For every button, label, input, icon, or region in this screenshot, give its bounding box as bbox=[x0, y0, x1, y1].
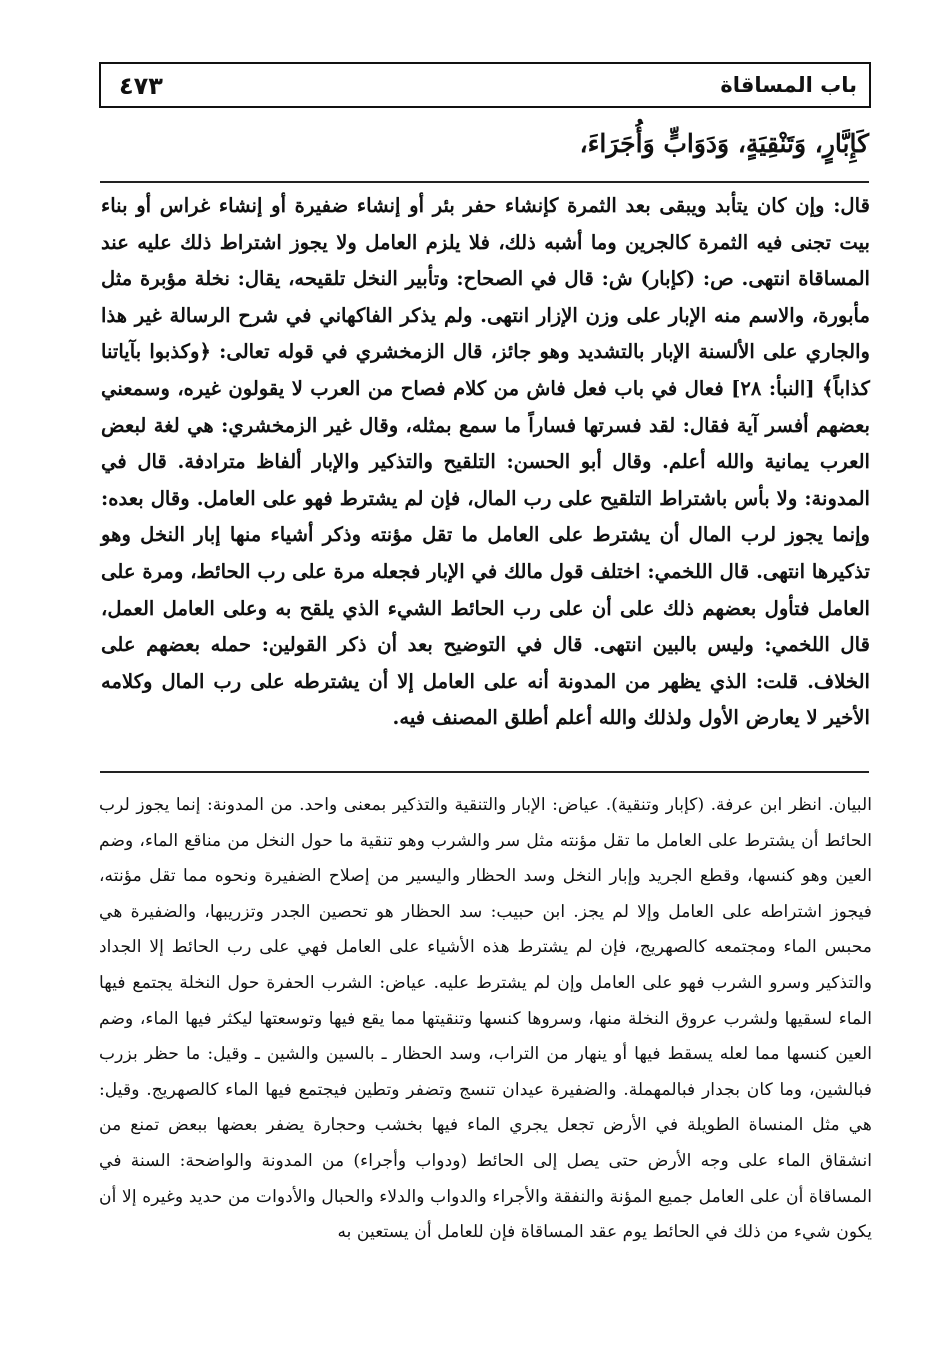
top-divider bbox=[100, 181, 869, 183]
main-commentary bbox=[101, 188, 870, 737]
matn-headline: كَإِبَّارٍ، وَتَنْقِيَةٍ، وَدَوَابٍّ وَأُجَرَاءَ، bbox=[579, 129, 869, 158]
main-paragraph: قال: وإن كان يتأبد ويبقى بعد الثمرة كإنشاء حفر بئر أو إنشاء ضفيرة أو إنشاء غراس أو بناء بيت تجنى فيه الثمرة كالجرين وما أشبه ذلك، فلا يلزم العامل ولا يجوز اشتراط ذلك عليه عند المساقاة انتهى. ص: (كإبار) ش: قال في الصحاح: وتأبير النخل تلقيحه، يقال: نخلة مؤبرة مثل مأبورة، والاسم منه الإبار على وزن الإزار انتهى. ولم يذكر الفاكهاني في شرح الرسالة غير هذا والجاري على الألسنة الإبار بالتشديد وهو جائز، قال الزمخشري في قوله تعالى: ﴿وكذبوا بآياتنا كذاباً﴾ [النبأ: ٢٨] فعال في باب فعل فاش من كلام فصاح من العرب لا يقولون غيره، وسمعني بعضهم أفسر آية فقال: لقد فسرتها فساراً ما سمع بمثله، وقال غير الزمخشري: هي لغة لبعض العرب يمانية والله أعلم. وقال أبو الحسن: التلقيح والتذكير والإبار ألفاظ مترادفة. قال في المدونة: ولا بأس باشتراط التلقيح على رب المال، فإن لم يشترط فهو على العامل. وقال بعده: وإنما يجوز لرب المال أن يشترط على العامل ما تقل مؤنته وذكر أشياء منها إبار النخل وهو تذكيرها انتهى. قال اللخمي: اختلف قول مالك في الإبار فجعله مرة على رب الحائط، ومرة على العامل فتأول بعضهم ذلك على أن على رب الحائط الشيء الذي يلقح به وعلى العامل العمل، قال اللخمي: وليس بالبين انتهى. قال في التوضيح بعد أن ذكر القولين: حمله بعضهم على الخلاف. قلت: الذي يظهر من المدونة أنه على العامل إلا أن يشترطه على رب المال وكلامه الأخير لا يعارض الأول ولذلك والله أعلم أطلق المصنف فيه. bbox=[101, 194, 870, 730]
notes-divider bbox=[100, 771, 869, 773]
page-number: ٤٧٣ bbox=[119, 72, 163, 100]
notes-paragraph: البيان. انظر ابن عرفة. (كإبار وتنقية). عياض: الإبار والتنقية والتذكير بمعنى واحد. من المدونة: إنما يجوز لرب الحائط أن يشترط على العامل ما تقل مؤنته مثل سر والشرب وهو تنقية ما حول النخل من مناقع الماء، وضم العين وهو كنسها، وقطع الجريد وإبار النخل وسد الحظار واليسير من إصلاح الضفيرة ونحوه مما تقل مؤنته، فيجوز اشتراطه على العامل وإلا لم يجز. ابن حبيب: سد الحظار هو تحصين الجدر وتزريبها، والضفيرة هي محبس الماء ومجتمعه كالصهريج، فإن لم يشترط هذه الأشياء على العامل فهي على رب الحائط إلا الجداد والتذكير وسرو الشرب فهو على العامل وإن لم يشترط عليه. عياض: الشرب الحفرة حول النخلة يجتمع فيها الماء لسقيها ولشرب عروق النخلة منها، وسروها كنسها وتنقيتها مما يقع فيها وتوسعتها ليكثر فيها الماء، وضم العين كنسها مما لعله يسقط فيها أو ينهار من التراب، وسد الحظار ـ بالسين والشين ـ وقيل: ما حظر بزرب فبالشين، وما كان بجدار فبالمهملة. والضفيرة عيدان تنسج وتضفر وتطين فيجتمع فيها الماء كالصهريج. وقيل: هي مثل المنساة الطويلة في الأرض تجعل يجري الماء فيها بخشب وحجارة يضفر بعضها ببعض تمنع من انشقاق الماء على وجه الأرض حتى يصل إلى الحائط (ودواب وأجراء) من المدونة والواضحة: السنة في المساقاة أن على العامل جميع المؤنة والنفقة والأجراء والدواب والدلاء والحبال والأدوات من حديد وغيره إلا أن يكون شيء من ذلك في الحائط يوم عقد المساقاة فإن للعامل أن يستعين به bbox=[99, 795, 872, 1243]
chapter-title: باب المساقاة bbox=[720, 73, 857, 97]
footnotes bbox=[99, 788, 872, 1251]
running-header bbox=[99, 62, 871, 108]
